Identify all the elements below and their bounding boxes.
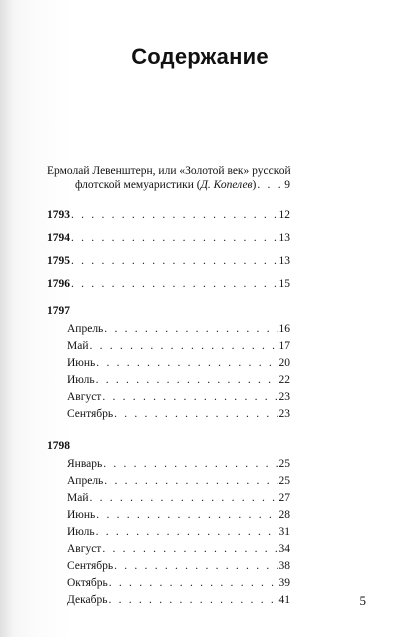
- toc-entry-1795[interactable]: [47, 254, 290, 268]
- intro-text: флотской мемуаристики (: [75, 179, 201, 191]
- toc-entry-1794[interactable]: [47, 231, 290, 245]
- leader-dots: [96, 508, 277, 522]
- toc-entry-1797-april[interactable]: [47, 322, 290, 336]
- leader-dots: [102, 542, 277, 556]
- page-ref: 23: [278, 391, 290, 403]
- month-label: Июнь: [67, 357, 96, 369]
- page-ref: 13: [278, 232, 290, 244]
- page-ref: 27: [278, 492, 290, 504]
- toc-entry-1797-july[interactable]: [47, 373, 290, 387]
- month-label: Август: [67, 391, 102, 403]
- page-ref: 25: [278, 475, 290, 487]
- page-ref: 16: [278, 323, 290, 335]
- leader-dots: [96, 525, 278, 539]
- page-ref: 34: [278, 543, 290, 555]
- page-ref: 25: [278, 458, 290, 470]
- leader-dots: [71, 277, 278, 291]
- year-label: 1796: [47, 278, 70, 290]
- toc-entry-1796[interactable]: [47, 277, 290, 291]
- toc-entry-1798-april[interactable]: [47, 474, 290, 488]
- month-label: Май: [67, 340, 89, 352]
- month-label: Сентябрь: [67, 408, 114, 420]
- page-ref: 23: [278, 408, 290, 420]
- table-of-contents: [47, 164, 290, 621]
- page-ref: 20: [278, 357, 290, 369]
- page-ref: 15: [278, 278, 290, 290]
- toc-entry-1797-may[interactable]: [47, 339, 290, 353]
- intro-line-2-label: [75, 178, 256, 192]
- leader-dots: [96, 373, 278, 387]
- page-ref: 17: [278, 340, 290, 352]
- toc-group-1798: [47, 439, 290, 607]
- toc-entry-1798-september[interactable]: [47, 559, 290, 573]
- toc-entry-1793[interactable]: [47, 208, 290, 222]
- month-label: Декабрь: [67, 594, 108, 606]
- page-ref: 38: [278, 560, 290, 572]
- page-ref: 39: [278, 577, 290, 589]
- leader-dots: [103, 457, 277, 471]
- leader-dots: [96, 356, 277, 370]
- toc-entry-1798-june[interactable]: [47, 508, 290, 522]
- month-label: Январь: [67, 458, 103, 470]
- page-ref: 41: [278, 594, 290, 606]
- page-ref: 9: [284, 179, 290, 191]
- leader-dots: [71, 208, 278, 222]
- leader-dots: [257, 178, 283, 192]
- toc-entry-1798-january[interactable]: [47, 457, 290, 471]
- year-heading-1797[interactable]: 1797: [47, 305, 70, 317]
- leader-dots: [114, 559, 277, 573]
- leader-dots: [71, 231, 278, 245]
- toc-entry-1797-september[interactable]: [47, 407, 290, 421]
- toc-entry-1798-july[interactable]: [47, 525, 290, 539]
- month-label: Апрель: [67, 475, 104, 487]
- month-label: Октябрь: [67, 577, 108, 589]
- leader-dots: [104, 322, 277, 336]
- spine-shadow: [0, 0, 14, 637]
- page-ref: 13: [278, 255, 290, 267]
- leader-dots: [109, 576, 278, 590]
- toc-entry-1798-october[interactable]: [47, 576, 290, 590]
- year-label: 1793: [47, 209, 70, 221]
- leader-dots: [114, 407, 277, 421]
- toc-entry-1797-june[interactable]: [47, 356, 290, 370]
- leader-dots: [71, 254, 278, 268]
- year-heading-1798[interactable]: 1798: [47, 440, 70, 452]
- intro-close: ): [252, 179, 257, 191]
- leader-dots: [104, 474, 277, 488]
- leader-dots: [89, 491, 277, 505]
- leader-dots: [89, 339, 277, 353]
- page-title: Содержание: [131, 44, 269, 69]
- page-ref: 28: [278, 509, 290, 521]
- toc-entry-1798-august[interactable]: [47, 542, 290, 556]
- intro-line-2: [47, 178, 290, 192]
- month-label: Июль: [67, 526, 95, 538]
- leader-dots: [108, 593, 277, 607]
- page-ref: 12: [278, 209, 290, 221]
- month-label: Сентябрь: [67, 560, 114, 572]
- month-label: Апрель: [67, 323, 104, 335]
- toc-entry-1798-december[interactable]: [47, 593, 290, 607]
- page-ref: 31: [278, 526, 290, 538]
- month-label: Август: [67, 543, 102, 555]
- toc-entry-intro[interactable]: [47, 164, 290, 192]
- month-label: Май: [67, 492, 89, 504]
- toc-entry-1798-may[interactable]: [47, 491, 290, 505]
- toc-entry-1797-august[interactable]: [47, 390, 290, 404]
- year-label: 1795: [47, 255, 70, 267]
- month-label: Июль: [67, 374, 95, 386]
- intro-author: Д. Копелев: [200, 179, 253, 191]
- page-number: 5: [359, 593, 366, 608]
- intro-line-1: Ермолай Левенштерн, или «Золотой век» русской: [47, 165, 291, 177]
- year-label: 1794: [47, 232, 70, 244]
- leader-dots: [102, 390, 277, 404]
- month-label: Июнь: [67, 509, 96, 521]
- toc-group-1797: [47, 304, 290, 421]
- page-ref: 22: [278, 374, 290, 386]
